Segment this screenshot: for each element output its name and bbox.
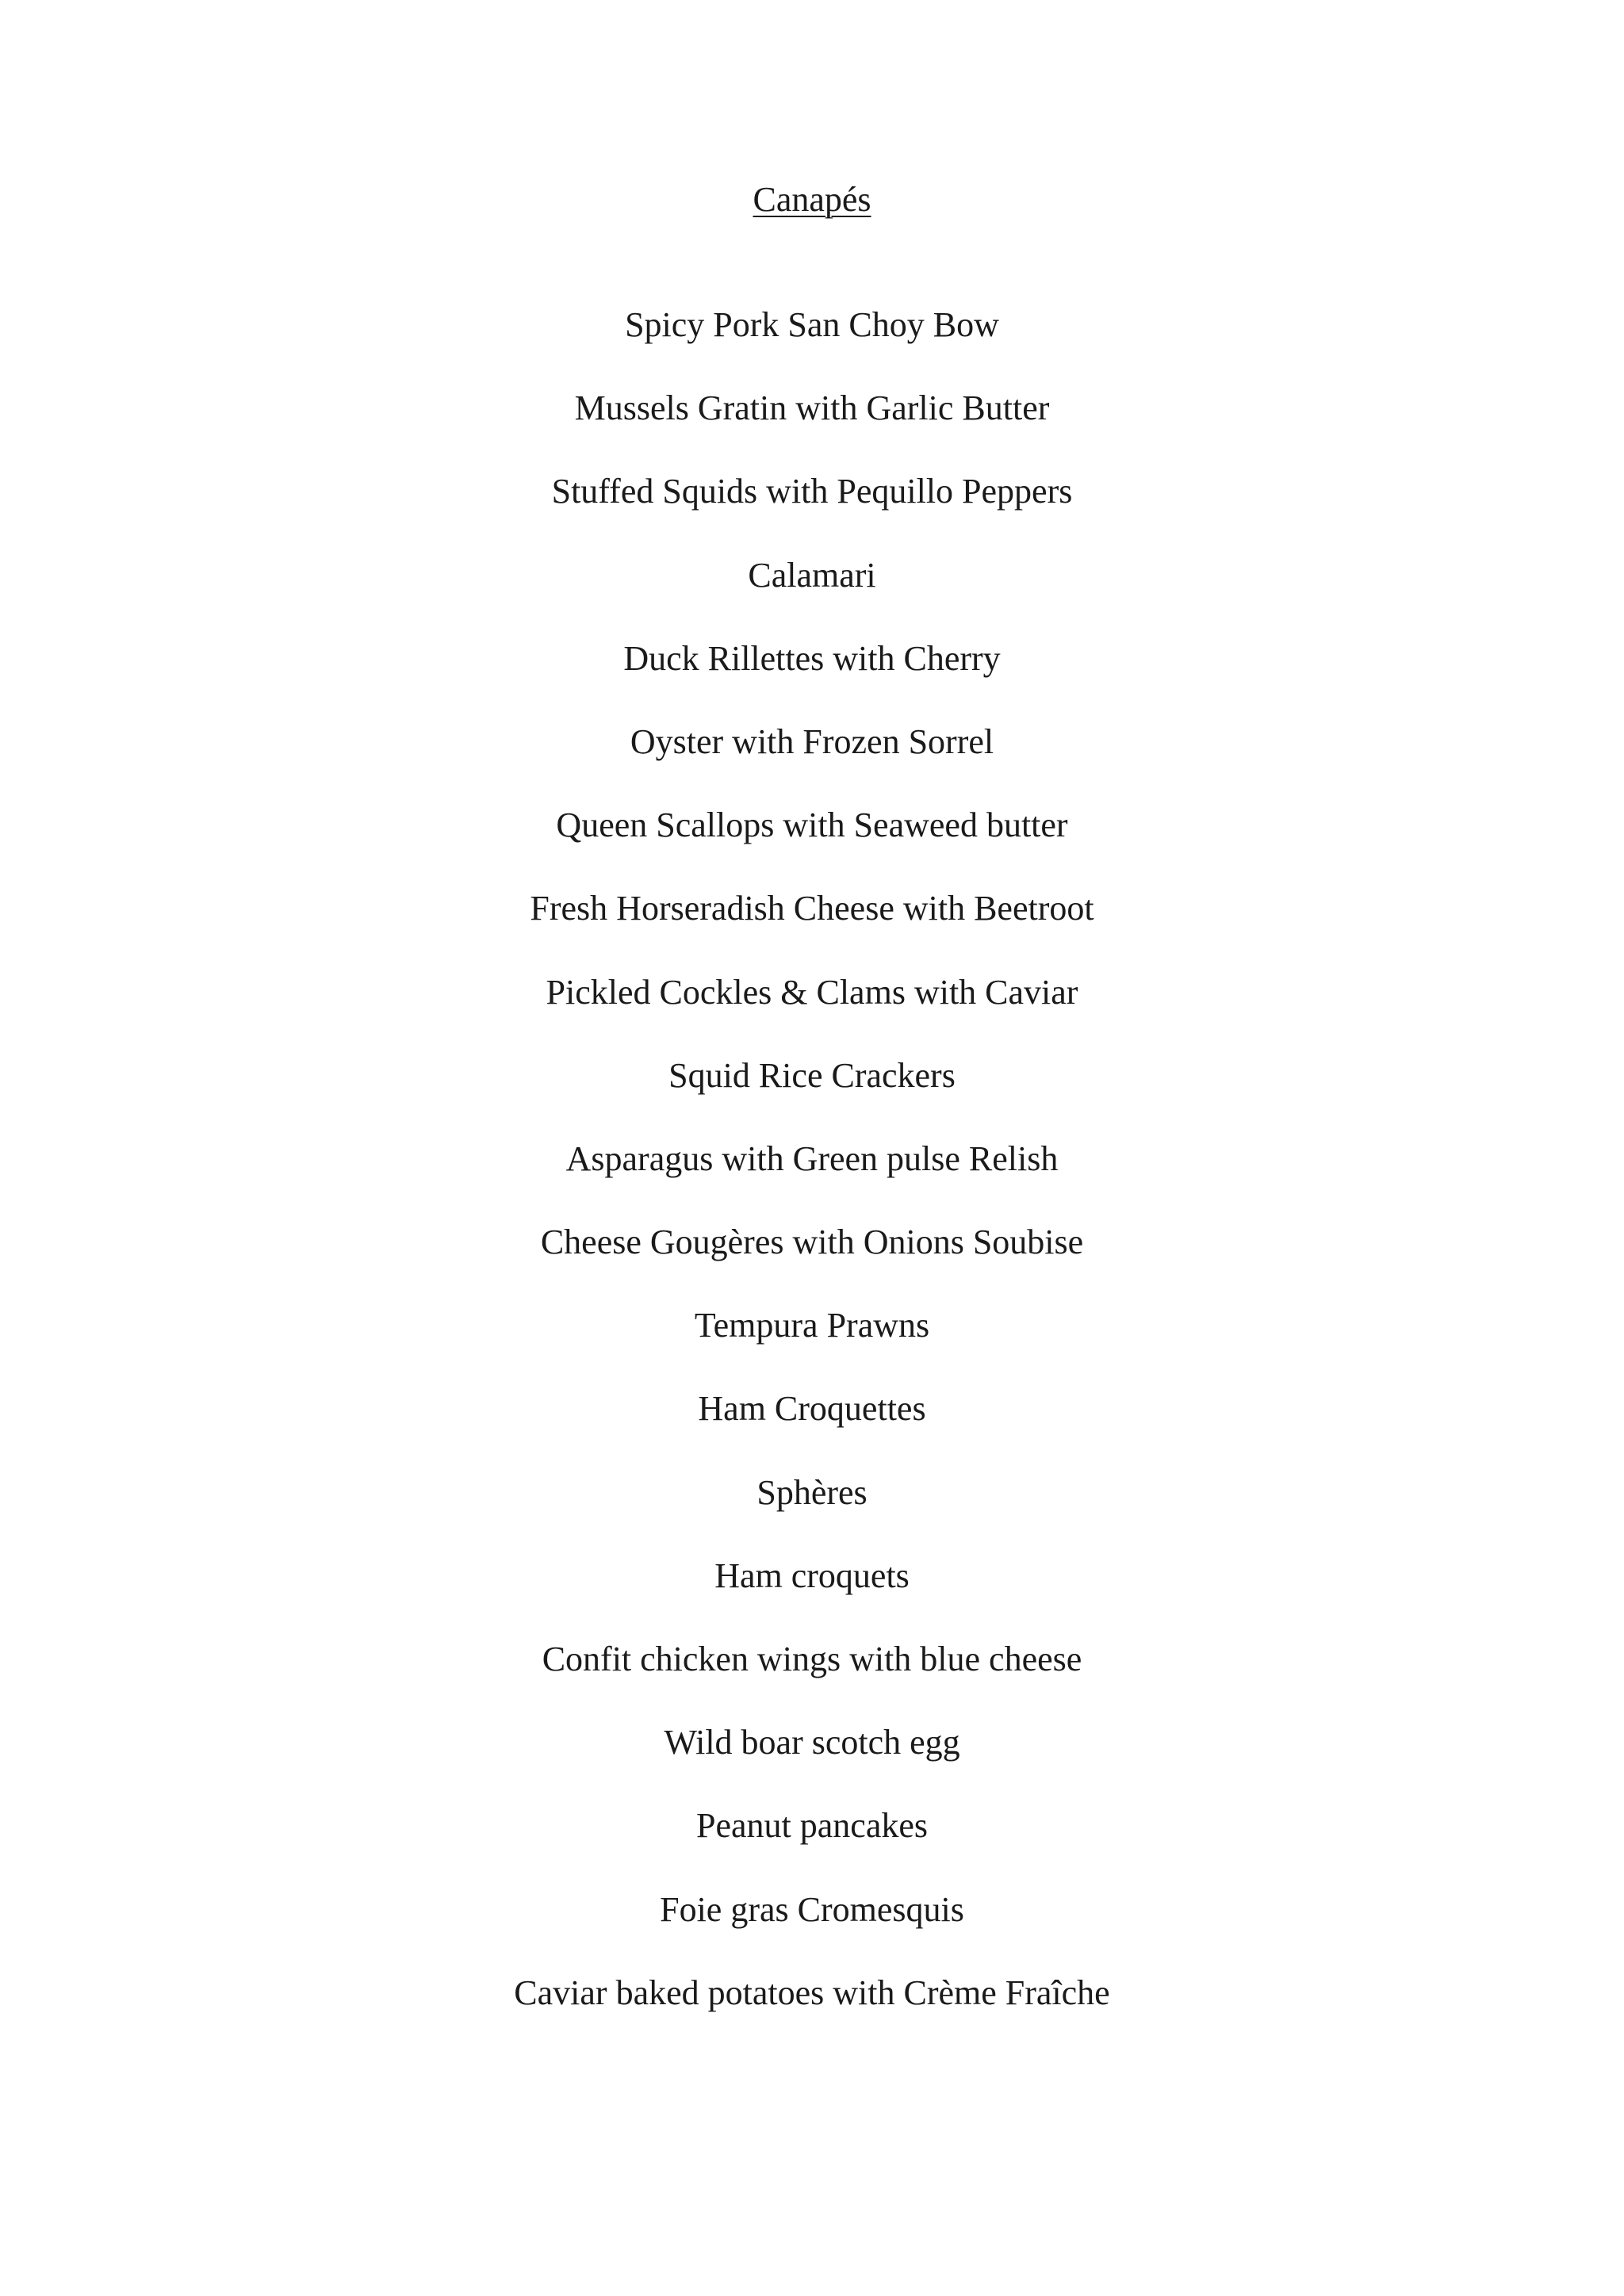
canape-list	[0, 301, 1624, 2053]
list-item: Ham croquets	[714, 1556, 910, 1595]
list-item: Cheese Gougères with Onions Soubise	[540, 1223, 1084, 1262]
list-item: Confit chicken wings with blue cheese	[542, 1640, 1082, 1678]
list-item: Oyster with Frozen Sorrel	[630, 721, 994, 761]
list-item: Ham Croquettes	[698, 1389, 926, 1429]
list-item: Calamari	[748, 555, 876, 595]
list-item: Asparagus with Green pulse Relish	[565, 1138, 1059, 1178]
list-item: Duck Rillettes with Cherry	[623, 638, 1001, 678]
list-item: Spicy Pork San Choy Bow	[625, 305, 999, 344]
list-item: Queen Scallops with Seaweed butter	[556, 806, 1068, 845]
list-item: Foie gras Cromesquis	[660, 1889, 964, 1929]
list-item: Stuffed Squids with Pequillo Peppers	[551, 472, 1073, 511]
list-item: Peanut pancakes	[696, 1806, 928, 1846]
list-item: Fresh Horseradish Cheese with Beetroot	[530, 889, 1094, 928]
list-item: Squid Rice Crackers	[668, 1055, 956, 1095]
list-item: Wild boar scotch egg	[664, 1723, 960, 1762]
list-item: Tempura Prawns	[694, 1306, 930, 1345]
list-item: Caviar baked potatoes with Crème Fraîche	[514, 1973, 1110, 2012]
page-title-text: Canapés	[753, 180, 871, 219]
list-item: Pickled Cockles & Clams with Caviar	[546, 972, 1078, 1012]
list-item: Mussels Gratin with Garlic Butter	[574, 388, 1050, 428]
page-title	[0, 176, 1624, 224]
list-item: Sphères	[756, 1472, 868, 1512]
